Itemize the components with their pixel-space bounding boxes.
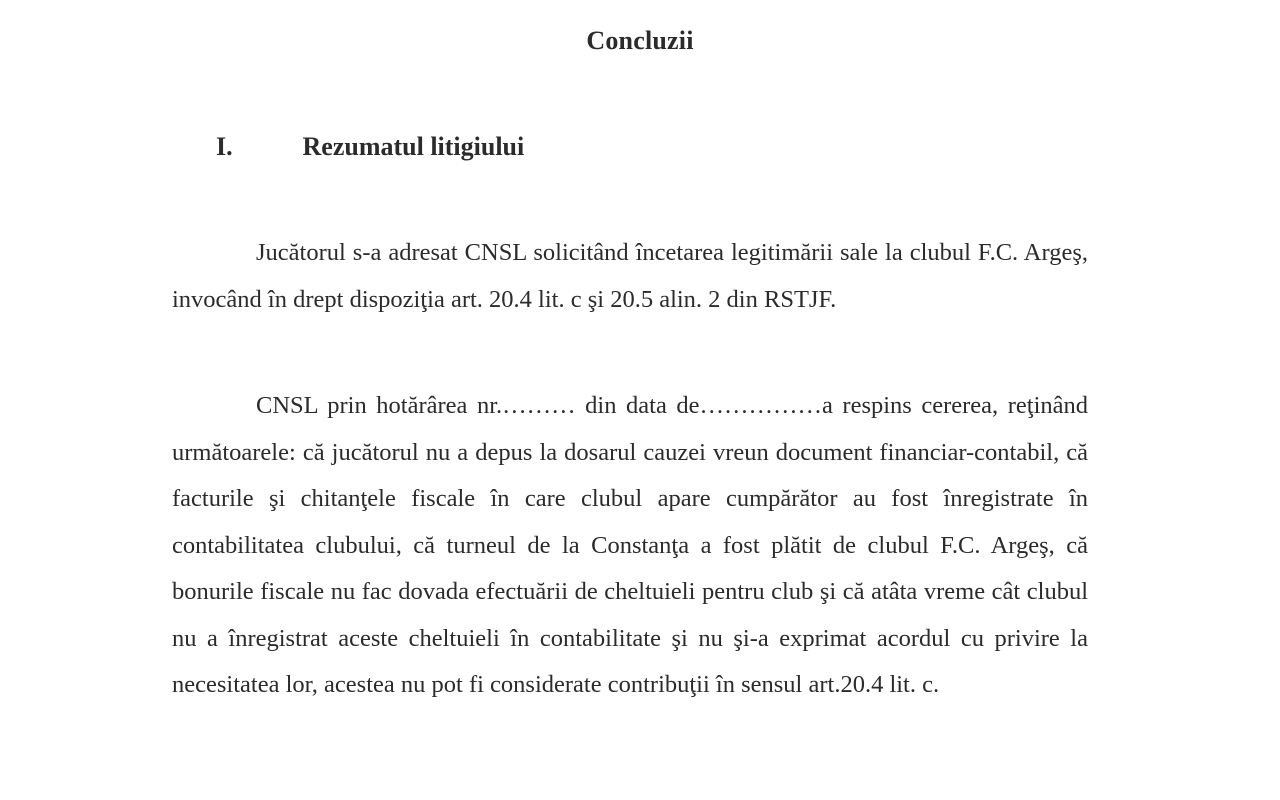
section-heading — [216, 132, 524, 162]
section-title: Rezumatul litigiului — [302, 132, 525, 161]
paragraph-2: CNSL prin hotărârea nr.……… din data de……………a respins cererea, reţinând următoarele: că jucătorul nu a depus la dosarul cauzei vreun document financiar-contabil, că facturile şi chitanţele fiscale în care clubul apare cumpărător au fost înregistrate în contabilitatea clubului, că turneul de la Constanţa a fost plătit de clubul F.C. Argeş, că bonurile fiscale nu fac dovada efectuării de cheltuieli pentru club şi că atâta vreme cât clubul nu a înregistrat aceste cheltuieli în contabilitate şi nu şi-a exprimat acordul cu privire la necesitatea lor, acestea nu pot fi considerate contribuţii în sensul art.20.4 lit. c. — [172, 392, 1088, 698]
paragraph-1: Jucătorul s-a adresat CNSL solicitând încetarea legitimării sale la clubul F.C. Argeş, invocând în drept dispoziţia art. 20.4 lit. c şi 20.5 alin. 2 din RSTJF. — [172, 239, 1088, 313]
section-number: I. — [216, 132, 233, 161]
document-title: Concluzii — [586, 26, 694, 55]
